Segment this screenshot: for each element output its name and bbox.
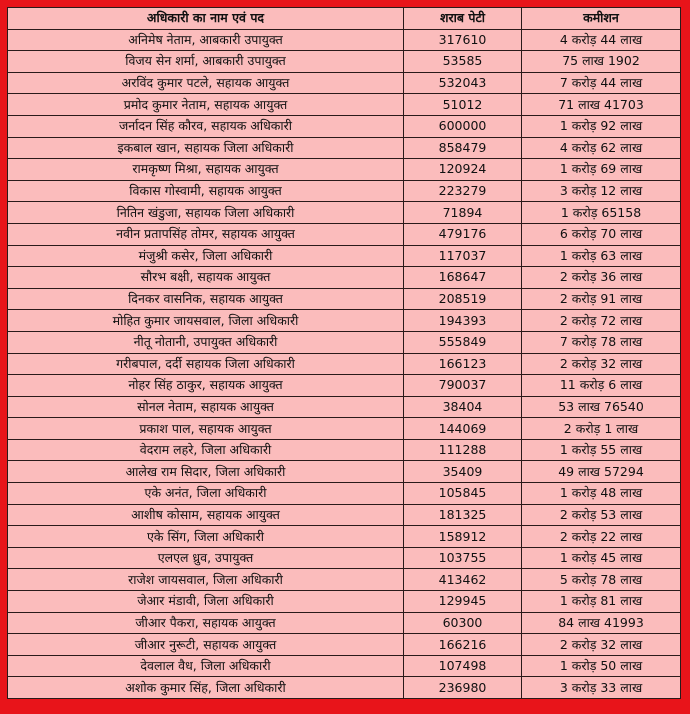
commission-cell: 3 करोड़ 12 लाख <box>522 180 681 202</box>
commission-cell: 1 करोड़ 48 लाख <box>522 483 681 505</box>
commission-cell: 2 करोड़ 32 लाख <box>522 353 681 375</box>
commission-cell: 1 करोड़ 63 लाख <box>522 245 681 267</box>
liquor-cases-cell: 317610 <box>404 29 522 51</box>
commission-cell: 1 करोड़ 69 लाख <box>522 159 681 181</box>
table-row <box>8 655 681 677</box>
commission-cell: 1 करोड़ 55 लाख <box>522 439 681 461</box>
officer-name-cell: जेआर मंडावी, जिला अधिकारी <box>8 591 404 613</box>
commission-cell: 4 करोड़ 44 लाख <box>522 29 681 51</box>
commission-cell: 7 करोड़ 44 लाख <box>522 72 681 94</box>
header-liquor-cases: शराब पेटी <box>404 8 522 30</box>
officer-name-cell: देवलाल वैध, जिला अधिकारी <box>8 655 404 677</box>
liquor-cases-cell: 35409 <box>404 461 522 483</box>
liquor-cases-cell: 236980 <box>404 677 522 699</box>
header-officer-name: अधिकारी का नाम एवं पद <box>8 8 404 30</box>
officer-name-cell: प्रमोद कुमार नेताम, सहायक आयुक्त <box>8 94 404 116</box>
officer-name-cell: विकास गोस्वामी, सहायक आयुक्त <box>8 180 404 202</box>
officer-name-cell: जीआर पैकरा, सहायक आयुक्त <box>8 612 404 634</box>
liquor-cases-cell: 158912 <box>404 526 522 548</box>
commission-cell: 3 करोड़ 33 लाख <box>522 677 681 699</box>
table-row <box>8 375 681 397</box>
liquor-cases-cell: 600000 <box>404 115 522 137</box>
officer-name-cell: आलेख राम सिदार, जिला अधिकारी <box>8 461 404 483</box>
commission-cell: 6 करोड़ 70 लाख <box>522 223 681 245</box>
liquor-cases-cell: 38404 <box>404 396 522 418</box>
liquor-cases-cell: 117037 <box>404 245 522 267</box>
liquor-cases-cell: 166123 <box>404 353 522 375</box>
officer-name-cell: जर्नादन सिंह कौरव, सहायक अधिकारी <box>8 115 404 137</box>
officer-name-cell: एके अनंत, जिला अधिकारी <box>8 483 404 505</box>
commission-cell: 49 लाख 57294 <box>522 461 681 483</box>
officer-name-cell: आशीष कोसाम, सहायक आयुक्त <box>8 504 404 526</box>
officer-name-cell: नीतू नोतानी, उपायुक्त अधिकारी <box>8 331 404 353</box>
officer-name-cell: अरविंद कुमार पटले, सहायक आयुक्त <box>8 72 404 94</box>
liquor-cases-cell: 71894 <box>404 202 522 224</box>
table-row <box>8 310 681 332</box>
liquor-cases-cell: 53585 <box>404 51 522 73</box>
commission-cell: 84 लाख 41993 <box>522 612 681 634</box>
officer-name-cell: मोहित कुमार जायसवाल, जिला अधिकारी <box>8 310 404 332</box>
table-row <box>8 569 681 591</box>
commission-cell: 7 करोड़ 78 लाख <box>522 331 681 353</box>
table-row <box>8 72 681 94</box>
officer-name-cell: अशोक कुमार सिंह, जिला अधिकारी <box>8 677 404 699</box>
table-row <box>8 137 681 159</box>
table-row <box>8 115 681 137</box>
officer-name-cell: दिनकर वासनिक, सहायक आयुक्त <box>8 288 404 310</box>
liquor-cases-cell: 103755 <box>404 547 522 569</box>
liquor-cases-cell: 858479 <box>404 137 522 159</box>
liquor-cases-cell: 107498 <box>404 655 522 677</box>
table-row <box>8 331 681 353</box>
liquor-cases-cell: 105845 <box>404 483 522 505</box>
table-row <box>8 202 681 224</box>
officer-name-cell: नवीन प्रतापसिंह तोमर, सहायक आयुक्त <box>8 223 404 245</box>
table-row <box>8 504 681 526</box>
commission-cell: 2 करोड़ 1 लाख <box>522 418 681 440</box>
table-row <box>8 526 681 548</box>
liquor-cases-cell: 60300 <box>404 612 522 634</box>
officer-name-cell: सोनल नेताम, सहायक आयुक्त <box>8 396 404 418</box>
officer-name-cell: गरीबपाल, दर्दी सहायक जिला अधिकारी <box>8 353 404 375</box>
table-row <box>8 461 681 483</box>
table-row <box>8 245 681 267</box>
liquor-cases-cell: 413462 <box>404 569 522 591</box>
commission-cell: 75 लाख 1902 <box>522 51 681 73</box>
officer-name-cell: राजेश जायसवाल, जिला अधिकारी <box>8 569 404 591</box>
officer-name-cell: इकबाल खान, सहायक जिला अधिकारी <box>8 137 404 159</box>
liquor-cases-cell: 181325 <box>404 504 522 526</box>
liquor-cases-cell: 208519 <box>404 288 522 310</box>
table-row <box>8 418 681 440</box>
table-row <box>8 353 681 375</box>
table-row <box>8 223 681 245</box>
commission-cell: 2 करोड़ 22 लाख <box>522 526 681 548</box>
liquor-cases-cell: 532043 <box>404 72 522 94</box>
table-row <box>8 396 681 418</box>
commission-cell: 53 लाख 76540 <box>522 396 681 418</box>
commission-cell: 1 करोड़ 81 लाख <box>522 591 681 613</box>
table-row <box>8 547 681 569</box>
liquor-cases-cell: 166216 <box>404 634 522 656</box>
liquor-cases-cell: 194393 <box>404 310 522 332</box>
liquor-cases-cell: 120924 <box>404 159 522 181</box>
liquor-cases-cell: 144069 <box>404 418 522 440</box>
liquor-cases-cell: 51012 <box>404 94 522 116</box>
table-row <box>8 159 681 181</box>
table-row <box>8 288 681 310</box>
officer-name-cell: मंजुश्री कसेर, जिला अधिकारी <box>8 245 404 267</box>
commission-cell: 1 करोड़ 45 लाख <box>522 547 681 569</box>
officer-name-cell: विजय सेन शर्मा, आबकारी उपायुक्त <box>8 51 404 73</box>
table-row <box>8 94 681 116</box>
commission-cell: 2 करोड़ 32 लाख <box>522 634 681 656</box>
commission-cell: 2 करोड़ 91 लाख <box>522 288 681 310</box>
officer-name-cell: जीआर नुरूटी, सहायक आयुक्त <box>8 634 404 656</box>
officer-name-cell: नोहर सिंह ठाकुर, सहायक आयुक्त <box>8 375 404 397</box>
officer-name-cell: वेदराम लहरे, जिला अधिकारी <box>8 439 404 461</box>
officer-name-cell: प्रकाश पाल, सहायक आयुक्त <box>8 418 404 440</box>
commission-cell: 1 करोड़ 50 लाख <box>522 655 681 677</box>
table-row <box>8 483 681 505</box>
table-row <box>8 29 681 51</box>
table-row <box>8 591 681 613</box>
liquor-cases-cell: 223279 <box>404 180 522 202</box>
liquor-cases-cell: 479176 <box>404 223 522 245</box>
table-row <box>8 51 681 73</box>
officer-name-cell: एके सिंग, जिला अधिकारी <box>8 526 404 548</box>
officer-name-cell: रामकृष्ण मिश्रा, सहायक आयुक्त <box>8 159 404 181</box>
commission-cell: 4 करोड़ 62 लाख <box>522 137 681 159</box>
commission-cell: 11 करोड़ 6 लाख <box>522 375 681 397</box>
officer-name-cell: नितिन खंडुजा, सहायक जिला अधिकारी <box>8 202 404 224</box>
table-row <box>8 677 681 699</box>
commission-cell: 2 करोड़ 53 लाख <box>522 504 681 526</box>
commission-cell: 1 करोड़ 65158 <box>522 202 681 224</box>
commission-table <box>7 7 681 699</box>
commission-cell: 1 करोड़ 92 लाख <box>522 115 681 137</box>
commission-cell: 5 करोड़ 78 लाख <box>522 569 681 591</box>
officer-name-cell: सौरभ बक्षी, सहायक आयुक्त <box>8 267 404 289</box>
liquor-cases-cell: 790037 <box>404 375 522 397</box>
table-row <box>8 180 681 202</box>
commission-cell: 2 करोड़ 36 लाख <box>522 267 681 289</box>
table-row <box>8 634 681 656</box>
table-body <box>8 29 681 698</box>
header-commission: कमीशन <box>522 8 681 30</box>
liquor-cases-cell: 129945 <box>404 591 522 613</box>
commission-cell: 2 करोड़ 72 लाख <box>522 310 681 332</box>
officer-name-cell: अनिमेष नेताम, आबकारी उपायुक्त <box>8 29 404 51</box>
liquor-cases-cell: 168647 <box>404 267 522 289</box>
liquor-cases-cell: 111288 <box>404 439 522 461</box>
commission-cell: 71 लाख 41703 <box>522 94 681 116</box>
table-row <box>8 439 681 461</box>
table-row <box>8 612 681 634</box>
table-header-row <box>8 8 681 30</box>
liquor-cases-cell: 555849 <box>404 331 522 353</box>
officer-name-cell: एलएल ध्रुव, उपायुक्त <box>8 547 404 569</box>
table-row <box>8 267 681 289</box>
